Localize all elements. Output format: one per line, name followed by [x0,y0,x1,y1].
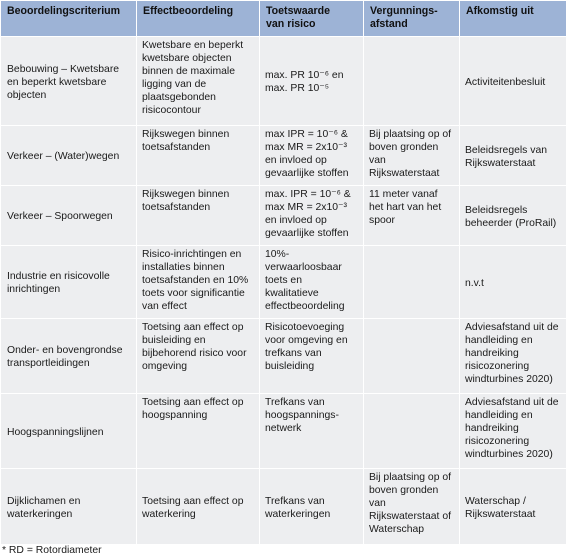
cell-toets: max. IPR = 10⁻⁶ & max MR = 2x10⁻³ en invloed op gevaarlijke stoffen [260,186,364,246]
cell-herkomst: Activiteitenbesluit [460,37,567,126]
table-row [1,37,567,126]
header-row [1,1,567,37]
cell-toets: Risicotoevoeging voor omgeving en trefkans van buisleiding [260,319,364,394]
cell-criterium: Verkeer – Spoorwegen [1,186,137,246]
cell-vergunning: 11 meter vanaf het hart van het spoor [364,186,460,246]
table-row [1,126,567,186]
cell-toets: max. PR 10⁻⁶ en max. PR 10⁻⁵ [260,37,364,126]
cell-toets: max IPR = 10⁻⁶ & max MR = 2x10⁻³ en invloed op gevaarlijke stoffen [260,126,364,186]
table-row [1,246,567,319]
cell-herkomst: n.v.t [460,246,567,319]
cell-herkomst: Adviesafstand uit de handleiding en handreiking risicozonering windturbines 2020) [460,394,567,469]
cell-effect: Toetsing aan effect op waterkering [137,469,260,545]
cell-vergunning [364,319,460,394]
table-row [1,319,567,394]
cell-toets: Trefkans van waterkeringen [260,469,364,545]
cell-criterium: Onder- en bovengrondse transportleidingen [1,319,137,394]
cell-effect: Risico-inrichtingen en installaties binnen toetsafstanden en 10% toets voor significantie van effect [137,246,260,319]
cell-effect: Toetsing aan effect op buisleiding en bijbehorend risico voor omgeving [137,319,260,394]
cell-vergunning: Bij plaatsing op of boven gronden van Rijkswaterstaat of Waterschap [364,469,460,545]
cell-criterium: Dijklichamen en waterkeringen [1,469,137,545]
cell-toets: 10%- verwaarloosbaar toets en kwalitatieve effectbeoordeling [260,246,364,319]
cell-herkomst: Adviesafstand uit de handleiding en handreiking risicozonering windturbines 2020) [460,319,567,394]
footnote: * RD = Rotordiameter [2,545,102,556]
cell-toets: Trefkans van hoogspannings- netwerk [260,394,364,469]
cell-herkomst: Waterschap / Rijkswaterstaat [460,469,567,545]
cell-effect: Toetsing aan effect op hoogspanning [137,394,260,469]
header-toets: Toetswaarde van risico [260,1,364,37]
cell-criterium: Hoogspanningslijnen [1,394,137,469]
header-vergunning: Vergunnings- afstand [364,1,460,37]
cell-vergunning [364,246,460,319]
cell-criterium: Industrie en risicovolle inrichtingen [1,246,137,319]
cell-effect: Kwetsbare en beperkt kwetsbare objecten binnen de maximale ligging van de plaatsgebonden risicocontour [137,37,260,126]
table-header [1,1,567,37]
table-body [1,37,567,545]
header-herkomst: Afkomstig uit [460,1,567,37]
cell-vergunning [364,37,460,126]
cell-criterium: Bebouwing – Kwetsbare en beperkt kwetsbare objecten [1,37,137,126]
cell-herkomst: Beleidsregels beheerder (ProRail) [460,186,567,246]
table-row [1,394,567,469]
table-row [1,469,567,545]
cell-herkomst: Beleidsregels van Rijkswaterstaat [460,126,567,186]
cell-criterium: Verkeer – (Water)wegen [1,126,137,186]
cell-vergunning: Bij plaatsing op of boven gronden van Rijkswaterstaat [364,126,460,186]
table-row [1,186,567,246]
cell-effect: Rijkswegen binnen toetsafstanden [137,126,260,186]
cell-vergunning [364,394,460,469]
header-effect: Effectbeoordeling [137,1,260,37]
cell-effect: Rijkswegen binnen toetsafstanden [137,186,260,246]
header-criterium: Beoordelingscriterium [1,1,137,37]
